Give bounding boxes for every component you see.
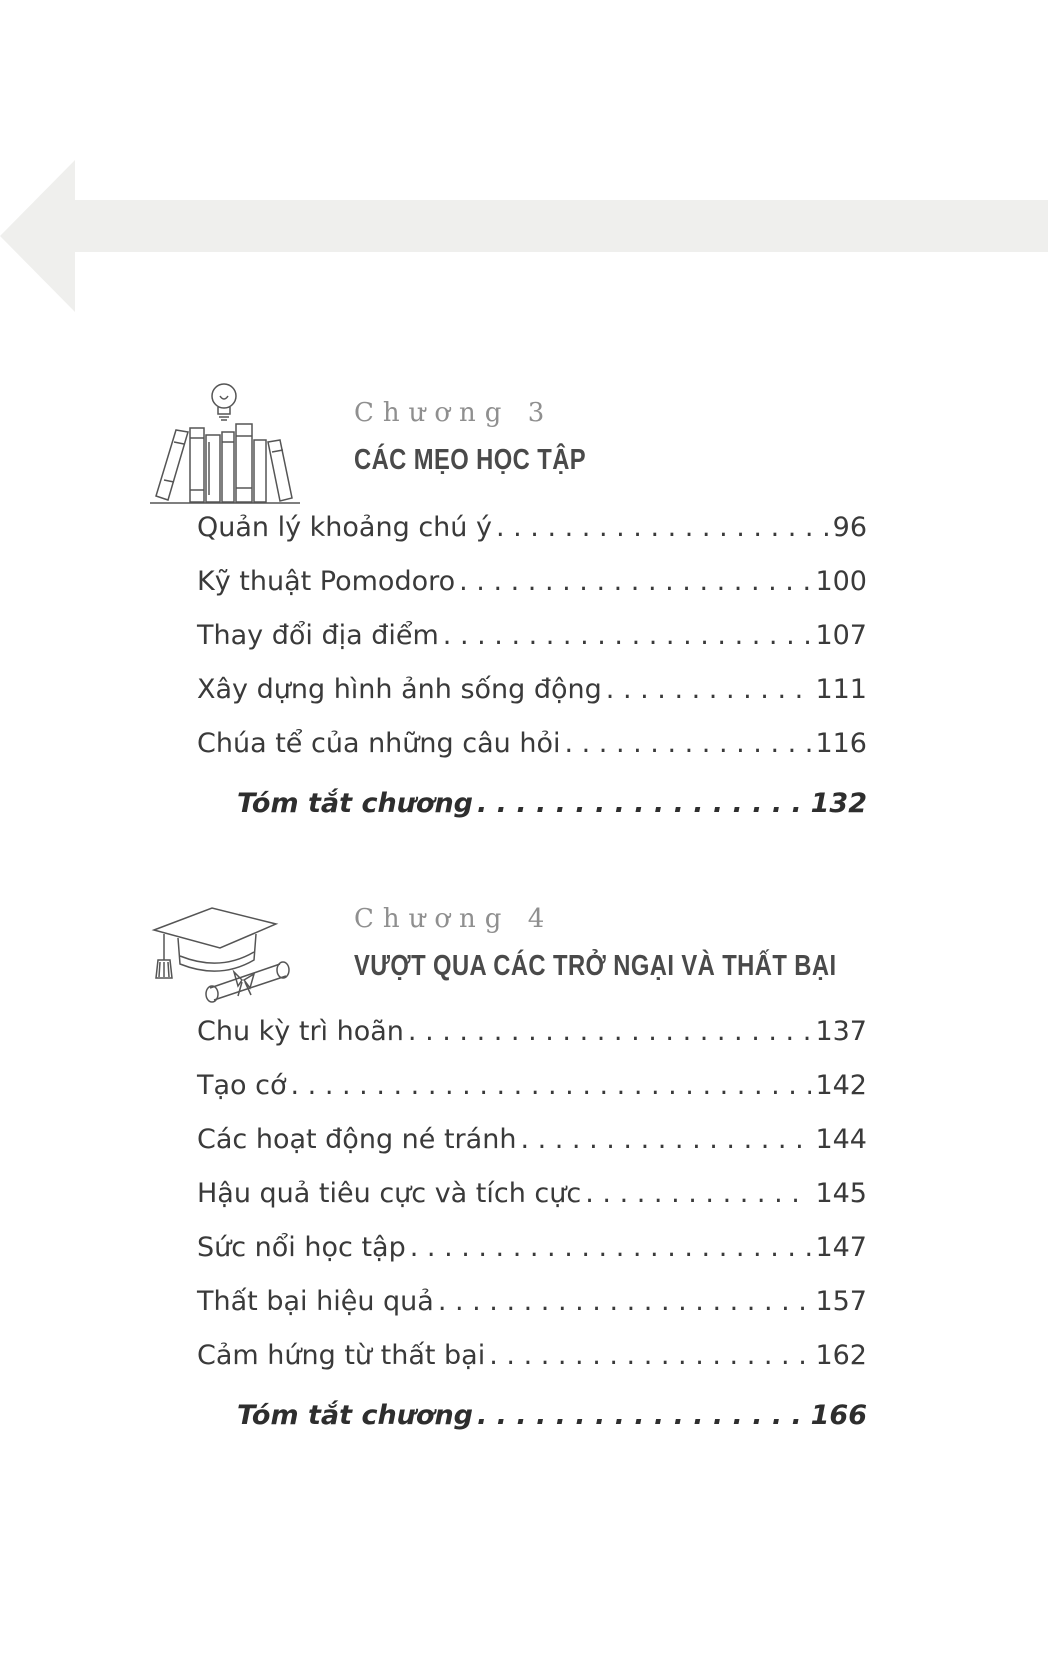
summary-title: Tóm tắt chương [237, 1400, 473, 1431]
toc-entry[interactable] [197, 1232, 867, 1286]
chapter-label: Chương 4 [354, 904, 554, 934]
dot-leader [564, 728, 811, 759]
toc-entry-title: Xây dựng hình ảnh sống động [197, 674, 602, 705]
back-arrow-icon [0, 160, 1048, 312]
toc-entry-title: Thay đổi địa điểm [197, 620, 439, 651]
toc-entry-title: Cảm hứng từ thất bại [197, 1340, 486, 1371]
toc-entry-page: 147 [815, 1232, 867, 1263]
toc-entry-page: 100 [815, 566, 867, 597]
toc-entry[interactable] [197, 1070, 867, 1124]
toc-entry[interactable] [197, 1178, 867, 1232]
dot-leader [496, 512, 829, 543]
toc-entry[interactable] [197, 674, 867, 728]
toc-chapter-summary[interactable] [237, 1400, 867, 1454]
toc-entry-page: 137 [815, 1016, 867, 1047]
dot-leader [408, 1016, 812, 1047]
summary-title: Tóm tắt chương [237, 788, 473, 819]
table-of-contents [197, 1016, 867, 1454]
table-of-contents [197, 512, 867, 842]
toc-entry-page: 144 [815, 1124, 867, 1155]
dot-leader [477, 788, 807, 819]
books-lightbulb-icon [150, 380, 300, 510]
toc-entry[interactable] [197, 1286, 867, 1340]
toc-entry-page: 162 [815, 1340, 867, 1371]
dot-leader [438, 1286, 812, 1317]
toc-entry[interactable] [197, 728, 867, 782]
dot-leader [443, 620, 812, 651]
toc-entry-page: 142 [815, 1070, 867, 1101]
toc-entry[interactable] [197, 566, 867, 620]
toc-entry-page: 116 [815, 728, 867, 759]
summary-page: 132 [810, 788, 867, 819]
toc-entry-page: 157 [815, 1286, 867, 1317]
toc-entry-title: Kỹ thuật Pomodoro [197, 566, 456, 597]
toc-entry-page: 107 [815, 620, 867, 651]
toc-entry[interactable] [197, 1340, 867, 1394]
graduation-cap-diploma-icon [150, 900, 300, 1010]
dot-leader [520, 1124, 811, 1155]
toc-entry-title: Hậu quả tiêu cực và tích cực [197, 1178, 582, 1209]
toc-entry-title: Tạo cớ [197, 1070, 287, 1101]
toc-entry-page: 145 [815, 1178, 867, 1209]
dot-leader [410, 1232, 812, 1263]
toc-entry-title: Thất bại hiệu quả [197, 1286, 434, 1317]
toc-entry-title: Các hoạt động né tránh [197, 1124, 517, 1155]
toc-entry-title: Sức nổi học tập [197, 1232, 406, 1263]
dot-leader [459, 566, 811, 597]
dot-leader [489, 1340, 811, 1371]
toc-chapter-summary[interactable] [237, 788, 867, 842]
toc-entry-title: Chu kỳ trì hoãn [197, 1016, 404, 1047]
toc-entry[interactable] [197, 1016, 867, 1070]
toc-entry-title: Chúa tể của những câu hỏi [197, 728, 561, 759]
dot-leader [291, 1070, 812, 1101]
dot-leader [477, 1400, 807, 1431]
toc-entry[interactable] [197, 512, 867, 566]
toc-entry-title: Quản lý khoảng chú ý [197, 512, 492, 543]
dot-leader [606, 674, 812, 705]
chapter-title: CÁC MẸO HỌC TẬP [354, 444, 587, 476]
chapter-label: Chương 3 [354, 398, 554, 428]
toc-entry-page: 96 [832, 512, 867, 543]
toc-entry[interactable] [197, 1124, 867, 1178]
toc-entry-page: 111 [815, 674, 867, 705]
summary-page: 166 [810, 1400, 867, 1431]
chapter-title: VƯỢT QUA CÁC TRỞ NGẠI VÀ THẤT BẠI [354, 950, 837, 982]
toc-entry[interactable] [197, 620, 867, 674]
dot-leader [585, 1178, 811, 1209]
